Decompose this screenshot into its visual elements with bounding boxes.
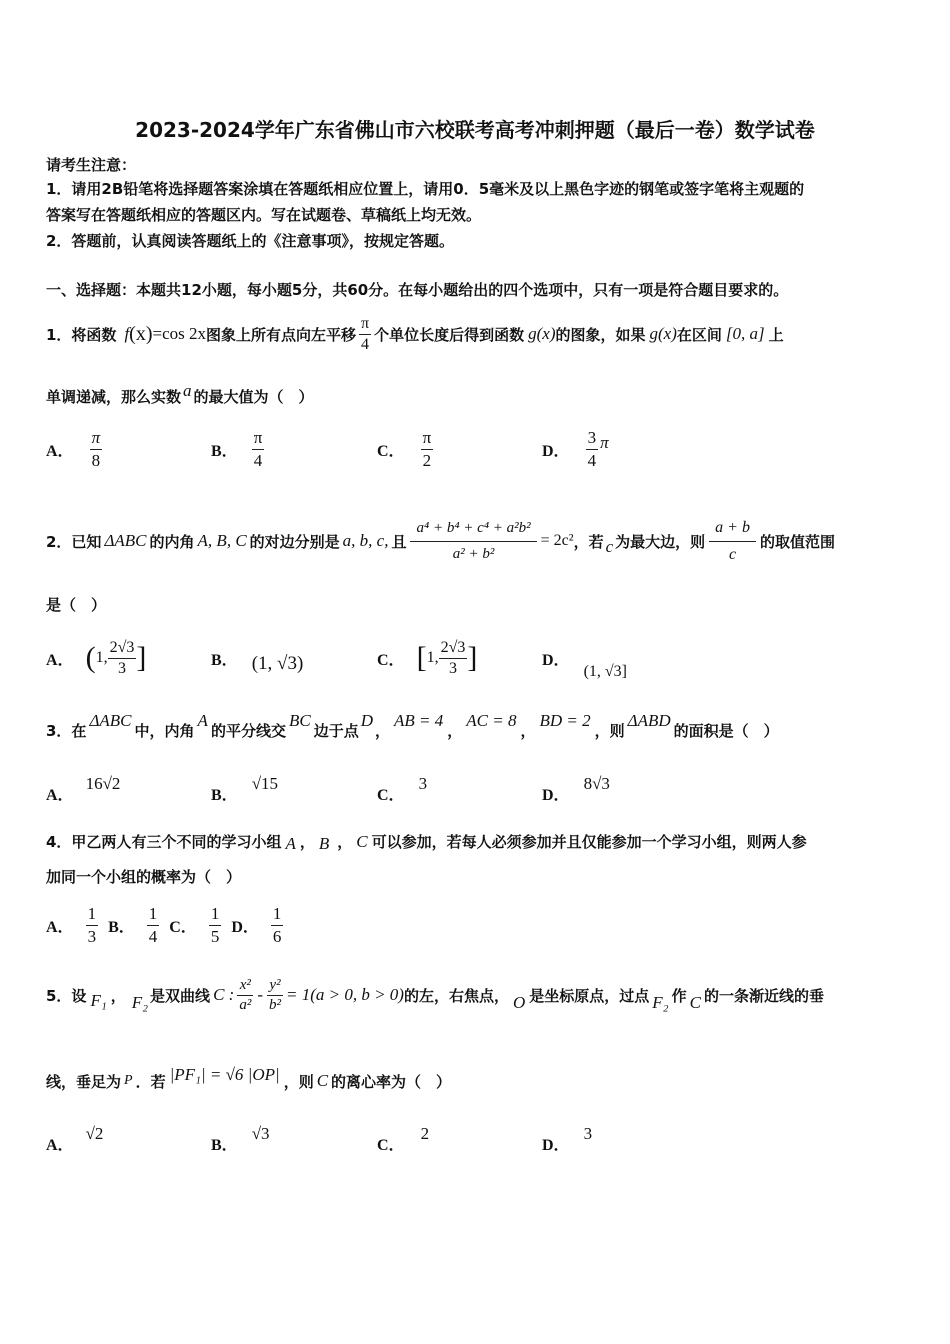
q1-option-d-label: D． bbox=[542, 442, 570, 460]
q5-text-10: 的离心率为（ ） bbox=[331, 1072, 452, 1091]
q1-shift-fraction bbox=[359, 315, 371, 354]
q2-option-d[interactable] bbox=[542, 628, 627, 688]
q1-text-3: 个单位长度后得到函数 bbox=[374, 325, 525, 344]
q1-option-b-label: B． bbox=[211, 442, 238, 460]
q1-text-5: 在区间 bbox=[676, 325, 722, 344]
q3-option-b-label: B． bbox=[211, 787, 238, 804]
q5-option-b-value: √3 bbox=[251, 1123, 270, 1143]
q2-c: c bbox=[605, 537, 614, 556]
q1-option-b-num: π bbox=[252, 428, 265, 450]
q4-option-c-label[interactable]: C． bbox=[169, 918, 197, 936]
q4-option-b-num: 1 bbox=[147, 904, 160, 926]
q5-curve-c: C bbox=[316, 1071, 329, 1090]
q5-relation: |PF₁| = √6 |OP| bbox=[169, 1065, 280, 1084]
q5-option-b-label: B． bbox=[211, 1137, 238, 1154]
q3-option-a[interactable] bbox=[46, 772, 121, 804]
question-4-line-1 bbox=[46, 828, 807, 854]
q3-text-8: ，则 bbox=[594, 721, 625, 740]
q2-sides: a, b, c, bbox=[342, 531, 389, 550]
q5-option-d-label: D． bbox=[542, 1137, 570, 1154]
q1-fx: (x) bbox=[129, 322, 153, 345]
q1-option-d-suffix: π bbox=[600, 433, 609, 452]
q2-option-a-close-bracket: ] bbox=[136, 641, 147, 674]
q3-option-c-value: 3 bbox=[418, 773, 428, 793]
q3-option-d-label: D． bbox=[542, 787, 570, 804]
q5-f1: F₁ bbox=[90, 991, 107, 1010]
q4-option-a-value[interactable] bbox=[86, 904, 99, 947]
q2-option-b[interactable] bbox=[211, 628, 303, 688]
q5-option-a-label: A． bbox=[46, 1137, 74, 1154]
q5-option-a[interactable] bbox=[46, 1122, 104, 1154]
q1-shift-den: 4 bbox=[361, 335, 370, 353]
q5-y-fraction bbox=[267, 977, 283, 1014]
q2-condition-fraction bbox=[410, 520, 536, 563]
q1-option-b[interactable] bbox=[211, 424, 264, 474]
q2-angles: A, B, C bbox=[197, 531, 247, 550]
q4-option-c-den: 5 bbox=[210, 926, 220, 946]
q5-origin: O bbox=[513, 993, 526, 1012]
q2-option-c-start: 1, bbox=[426, 649, 439, 666]
q1-option-a-den: 8 bbox=[91, 450, 101, 470]
q3-text-4: 边于点 bbox=[313, 721, 359, 740]
q2-ratio-num: a + b bbox=[709, 519, 756, 542]
q3-triangle: ΔABC bbox=[89, 711, 132, 730]
q1-shift-num: π bbox=[359, 315, 371, 335]
question-5-line-1 bbox=[46, 962, 824, 1028]
q2-option-c-close-bracket: ] bbox=[467, 641, 478, 674]
q2-condition-den: a² + b² bbox=[452, 545, 495, 562]
q3-text-5: ， bbox=[374, 721, 390, 740]
question-3-line-1 bbox=[46, 710, 779, 750]
q3-text-9: 的面积是（ ） bbox=[673, 721, 779, 740]
q4-group-a: A bbox=[285, 834, 296, 853]
q1-option-d[interactable] bbox=[542, 424, 609, 474]
q3-option-d[interactable] bbox=[542, 772, 610, 804]
q2-option-c-den: 3 bbox=[448, 659, 457, 677]
q1-option-c-den: 2 bbox=[422, 450, 432, 470]
q1-option-d-value bbox=[586, 428, 599, 471]
q2-option-a-label: A． bbox=[46, 651, 74, 669]
q1-f: f bbox=[124, 324, 130, 343]
q2-option-c-fraction bbox=[439, 639, 468, 678]
q5-curve-name: C : bbox=[213, 985, 235, 1004]
q5-point-p: P bbox=[124, 1073, 133, 1088]
q3-option-c-label: C． bbox=[377, 787, 405, 804]
q2-condition-rhs: = 2c² bbox=[540, 532, 574, 549]
q4-group-c: C bbox=[356, 832, 368, 851]
q5-option-a-value: √2 bbox=[85, 1123, 104, 1143]
q2-option-a-start: 1, bbox=[95, 649, 108, 666]
q1-text-1: 1．将函数 bbox=[46, 325, 117, 344]
q4-option-d-den: 6 bbox=[272, 926, 282, 946]
q5-condition: = 1(a > 0, b > 0) bbox=[285, 985, 404, 1004]
q3-option-a-label: A． bbox=[46, 787, 74, 804]
q5-text-2: 是双曲线 bbox=[150, 986, 211, 1005]
q5-text-6: 的一条渐近线的垂 bbox=[703, 986, 824, 1005]
q1-option-c[interactable] bbox=[377, 424, 433, 474]
notice-line-1: 1．请用2B铅笔将选择题答案涂填在答题纸相应位置上，请用0．5毫米及以上黑色字迹的钢笔或签字笔将主观题的 bbox=[46, 180, 805, 198]
q5-comma: ， bbox=[110, 986, 126, 1005]
q2-text-4: 且 bbox=[391, 532, 407, 551]
q1-option-a-num: π bbox=[90, 428, 103, 450]
q4-option-b-den: 4 bbox=[148, 926, 158, 946]
q2-text-6: 为最大边，则 bbox=[615, 532, 706, 551]
q5-text-1: 5．设 bbox=[46, 986, 87, 1005]
q2-option-a-fraction bbox=[108, 639, 137, 678]
q2-option-c-label: C． bbox=[377, 651, 405, 669]
q3-text-6: ， bbox=[447, 721, 463, 740]
q1-text-6: 上 bbox=[768, 325, 784, 344]
q4-comma-1: ， bbox=[299, 832, 315, 851]
notice-line-3: 2．答题前，认真阅读答题纸上的《注意事项》，按规定答题。 bbox=[46, 232, 454, 250]
q5-text-9: ，则 bbox=[283, 1072, 314, 1091]
q5-option-b[interactable] bbox=[211, 1122, 270, 1154]
q1-text-8: 的最大值为（ ） bbox=[193, 388, 314, 406]
q2-option-a[interactable] bbox=[46, 628, 146, 688]
q1-option-a-label: A． bbox=[46, 442, 74, 460]
q5-f2-b: F₂ bbox=[652, 993, 669, 1012]
q1-option-d-num: 3 bbox=[586, 428, 599, 450]
q3-option-d-value: 8√3 bbox=[583, 773, 610, 793]
q4-option-a-label[interactable]: A． bbox=[46, 918, 74, 936]
q1-option-c-num: π bbox=[421, 428, 434, 450]
q5-y-den: b² bbox=[268, 996, 281, 1013]
q3-option-a-value: 16√2 bbox=[85, 773, 121, 793]
q4-text-2: 可以参加，若每人必须参加并且仅能参加一个学习小组，则两人参 bbox=[371, 832, 807, 851]
q5-option-d-value: 3 bbox=[583, 1123, 593, 1143]
q4-text-3: 加同一个小组的概率为（ ） bbox=[46, 868, 242, 886]
q1-g-2: g(x) bbox=[649, 324, 677, 343]
q3-side-bc: BC bbox=[288, 711, 311, 730]
q4-option-a-den: 3 bbox=[87, 926, 97, 946]
q2-option-b-value: (1, √3) bbox=[251, 653, 304, 674]
question-1-line-1 bbox=[46, 306, 784, 362]
q5-option-d[interactable] bbox=[542, 1122, 593, 1154]
q2-text-1: 2．已知 bbox=[46, 532, 102, 551]
q4-text-1: 4．甲乙两人有三个不同的学习小组 bbox=[46, 832, 282, 851]
q2-option-a-open-paren: ( bbox=[85, 641, 96, 674]
exam-title: 2023-2024学年广东省佛山市六校联考高考冲刺押题（最后一卷）数学试卷 bbox=[135, 118, 815, 142]
q1-eq: =cos 2x bbox=[152, 324, 206, 343]
q3-option-b-value: √15 bbox=[251, 773, 279, 793]
q2-option-c-num: 2√3 bbox=[439, 639, 468, 659]
q4-group-b: B bbox=[318, 834, 330, 853]
q3-bd: BD = 2 bbox=[539, 711, 591, 730]
q2-condition-num: a⁴ + b⁴ + c⁴ + a²b² bbox=[410, 520, 536, 542]
q1-a: a bbox=[183, 380, 192, 400]
q5-f2: F₂ bbox=[131, 993, 149, 1012]
q2-text-2: 的内角 bbox=[149, 532, 195, 551]
q5-option-c-label: C． bbox=[377, 1137, 405, 1154]
q4-option-a-num: 1 bbox=[86, 904, 99, 926]
q1-text-7: 单调递减，那么实数 bbox=[46, 388, 182, 406]
q3-point-d: D bbox=[360, 711, 373, 730]
q4-option-d-value[interactable] bbox=[271, 904, 284, 947]
notice-heading: 请考生注意： bbox=[46, 156, 137, 174]
question-1-line-2 bbox=[46, 380, 314, 407]
q3-abd: ΔABD bbox=[627, 711, 671, 730]
q2-option-a-num: 2√3 bbox=[108, 639, 137, 659]
q2-option-c-open-bracket: [ bbox=[416, 641, 427, 674]
q5-option-c[interactable] bbox=[377, 1122, 430, 1154]
q3-text-3: 的平分线交 bbox=[210, 721, 286, 740]
q3-ab: AB = 4 bbox=[394, 711, 444, 730]
question-5-line-2 bbox=[46, 1064, 451, 1098]
section-heading: 一、选择题：本题共12小题，每小题5分，共60分。在每小题给出的四个选项中，只有一项是符合题目要求的。 bbox=[46, 281, 789, 299]
q2-option-a-den: 3 bbox=[117, 659, 126, 677]
q1-g-1: g(x) bbox=[528, 324, 556, 343]
q5-text-4: 是坐标原点，过点 bbox=[529, 986, 650, 1005]
q2-text-3: 的对边分别是 bbox=[249, 532, 340, 551]
q1-text-4: 的图象，如果 bbox=[555, 325, 646, 344]
q1-option-b-value bbox=[252, 428, 265, 471]
q2-ratio-den: c bbox=[729, 545, 737, 563]
q2-triangle: ΔABC bbox=[104, 531, 147, 550]
q5-curve-b: C bbox=[689, 993, 701, 1012]
q5-x-fraction bbox=[237, 977, 253, 1014]
q5-text-5: 作 bbox=[671, 986, 687, 1005]
q5-text-3: 的左，右焦点， bbox=[403, 986, 509, 1005]
question-2-line-1 bbox=[46, 508, 835, 574]
q1-text-2: 图象上所有点向左平移 bbox=[206, 325, 357, 344]
q5-x-num: x² bbox=[237, 977, 253, 996]
q3-text-1: 3．在 bbox=[46, 721, 87, 740]
q5-y-num: y² bbox=[267, 977, 283, 996]
q4-comma-2: ， bbox=[337, 832, 353, 851]
q3-angle-a: A bbox=[197, 711, 208, 730]
q1-interval: [0, a] bbox=[725, 324, 765, 343]
q3-option-c[interactable] bbox=[377, 772, 428, 804]
q5-text-7: 线，垂足为 bbox=[46, 1072, 122, 1091]
q4-option-d-label[interactable]: D． bbox=[231, 918, 259, 936]
q2-ratio-fraction bbox=[709, 519, 756, 564]
q4-option-b-value[interactable] bbox=[147, 904, 160, 947]
q4-option-d-num: 1 bbox=[271, 904, 284, 926]
q1-option-d-den: 4 bbox=[587, 450, 597, 470]
q2-option-b-label: B． bbox=[211, 651, 238, 669]
q1-option-b-den: 4 bbox=[253, 450, 263, 470]
q2-text-8: 是（ ） bbox=[46, 596, 107, 614]
q1-option-a-value bbox=[90, 428, 103, 471]
notice-line-2: 答案写在答题纸相应的答题区内。写在试题卷、草稿纸上均无效。 bbox=[46, 206, 482, 224]
q3-option-b[interactable] bbox=[211, 772, 279, 804]
q5-text-8: ．若 bbox=[135, 1072, 166, 1091]
q5-option-c-value: 2 bbox=[420, 1123, 430, 1143]
q1-option-a[interactable] bbox=[46, 424, 102, 474]
q1-option-c-label: C． bbox=[377, 442, 405, 460]
q2-option-d-label: D． bbox=[542, 651, 570, 669]
q3-text-7: ， bbox=[520, 721, 536, 740]
q5-x-den: a² bbox=[239, 996, 252, 1013]
q4-option-c-value[interactable] bbox=[209, 904, 222, 947]
q1-option-c-value bbox=[421, 428, 434, 471]
q2-text-5: ，若 bbox=[573, 532, 604, 551]
q3-ac: AC = 8 bbox=[466, 711, 517, 730]
q2-option-d-value: (1, √3] bbox=[583, 663, 627, 680]
q5-minus: - bbox=[257, 985, 263, 1004]
q4-option-b-label[interactable]: B． bbox=[108, 918, 135, 936]
q3-text-2: 中，内角 bbox=[134, 721, 195, 740]
q2-text-7: 的取值范围 bbox=[759, 532, 835, 551]
q4-options bbox=[46, 902, 293, 948]
q2-option-c[interactable] bbox=[377, 628, 477, 688]
q4-option-c-num: 1 bbox=[209, 904, 222, 926]
